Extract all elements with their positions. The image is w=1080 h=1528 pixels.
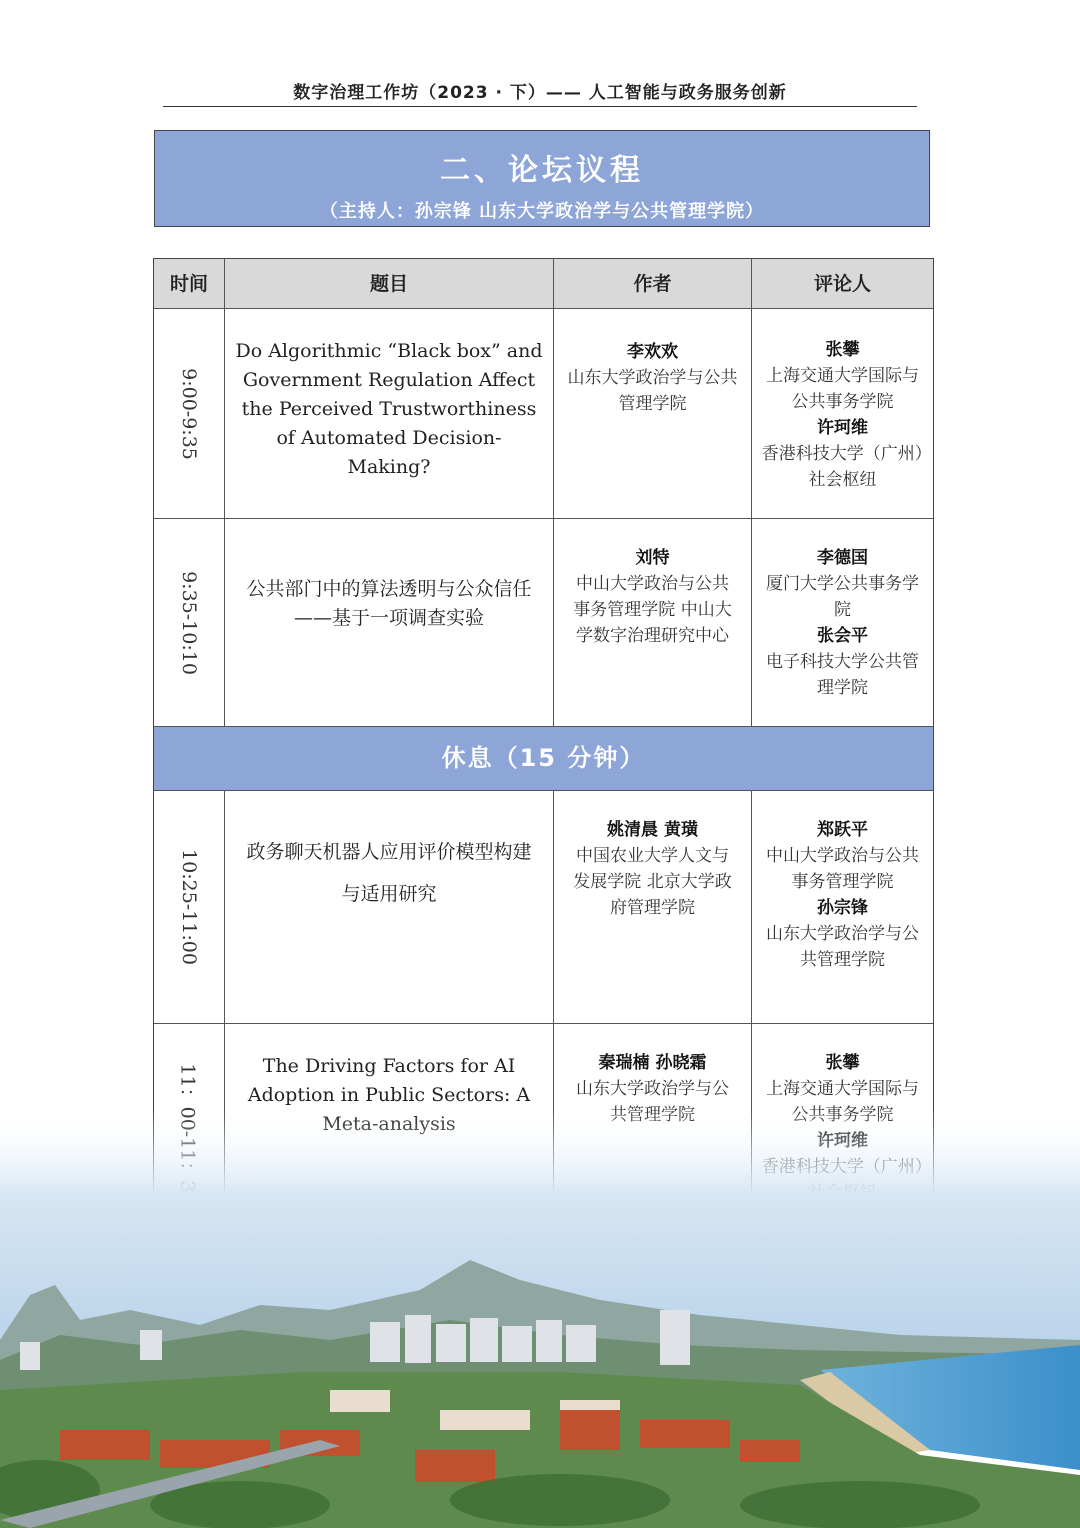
paper-title: 公共部门中的算法透明与公众信任——基于一项调查实验 [246, 578, 532, 629]
section-host: （主持人：孙宗锋 山东大学政治学与公共管理学院） [319, 201, 765, 222]
author-name: 李欢欢 [627, 342, 678, 362]
agenda-table [153, 258, 934, 1244]
commentator-affiliation: 香港科技大学（广州）社会枢纽 [761, 444, 924, 490]
commentator-affiliation: 中山大学政治与公共事务管理学院 [766, 846, 919, 892]
break-label: 休息（15 分钟） [441, 744, 646, 772]
commentator-name: 李德国 [817, 548, 868, 568]
commentator-name: 张攀 [825, 1053, 860, 1073]
author-name: 秦瑞楠 孙晓霜 [598, 1053, 707, 1073]
author-name: 刘特 [635, 548, 670, 568]
break-row [154, 727, 933, 791]
commentator-name: 张攀 [825, 340, 860, 360]
table-header-row [154, 259, 933, 309]
commentator-name: 张会平 [817, 626, 868, 646]
commentator-name: 郑跃平 [817, 820, 868, 840]
campus-scenery-image [0, 1110, 1080, 1528]
table-row [154, 309, 933, 519]
author-affiliation: 中国农业大学人文与发展学院 北京大学政府管理学院 [573, 846, 732, 918]
page-header-title: 数字治理工作坊（2023 · 下）—— 人工智能与政务服务创新 [293, 83, 787, 103]
author-affiliation: 山东大学政治学与公共管理学院 [567, 368, 738, 414]
table-row [154, 519, 933, 727]
paper-title: Do Algorithmic “Black box” and Government Regulation Affect the Perceived Trustworthiness of Automated Decision-Making? [235, 340, 543, 478]
page-header [163, 78, 917, 107]
commentator-affiliation: 山东大学政治学与公共管理学院 [766, 924, 919, 970]
commentator-affiliation: 电子科技大学公共管理学院 [766, 652, 919, 698]
author-name: 姚清晨 黄璜 [607, 820, 698, 840]
session-time: 9:35-10:10 [178, 570, 200, 675]
commentator-name: 许珂维 [817, 418, 868, 438]
author-affiliation: 中山大学政治与公共事务管理学院 中山大学数字治理研究中心 [573, 574, 732, 646]
section-title: 二、论坛议程 [440, 153, 644, 188]
commentator-affiliation: 上海交通大学国际与 [766, 1079, 919, 1099]
header-authors: 作者 [554, 259, 752, 308]
session-time: 9:00-9:35 [178, 367, 200, 460]
paper-title: 政务聊天机器人应用评价模型构建与适用研究 [246, 841, 532, 905]
header-commentators: 评论人 [813, 273, 871, 295]
section-banner [154, 130, 930, 227]
author-affiliation: 山东大学政治学与公 [576, 1079, 729, 1099]
commentator-affiliation: 上海交通大学国际与公共事务学院 [766, 366, 919, 412]
commentator-affiliation: 厦门大学公共事务学院 [766, 574, 919, 620]
header-title: 题目 [225, 259, 554, 308]
commentator-name: 孙宗锋 [817, 898, 868, 918]
table-row [154, 791, 933, 1024]
header-time: 时间 [154, 259, 225, 308]
session-time: 10:25-11:00 [178, 849, 200, 965]
paper-title: The Driving Factors for AI Adoption in Public Sectors: A [247, 1055, 531, 1106]
